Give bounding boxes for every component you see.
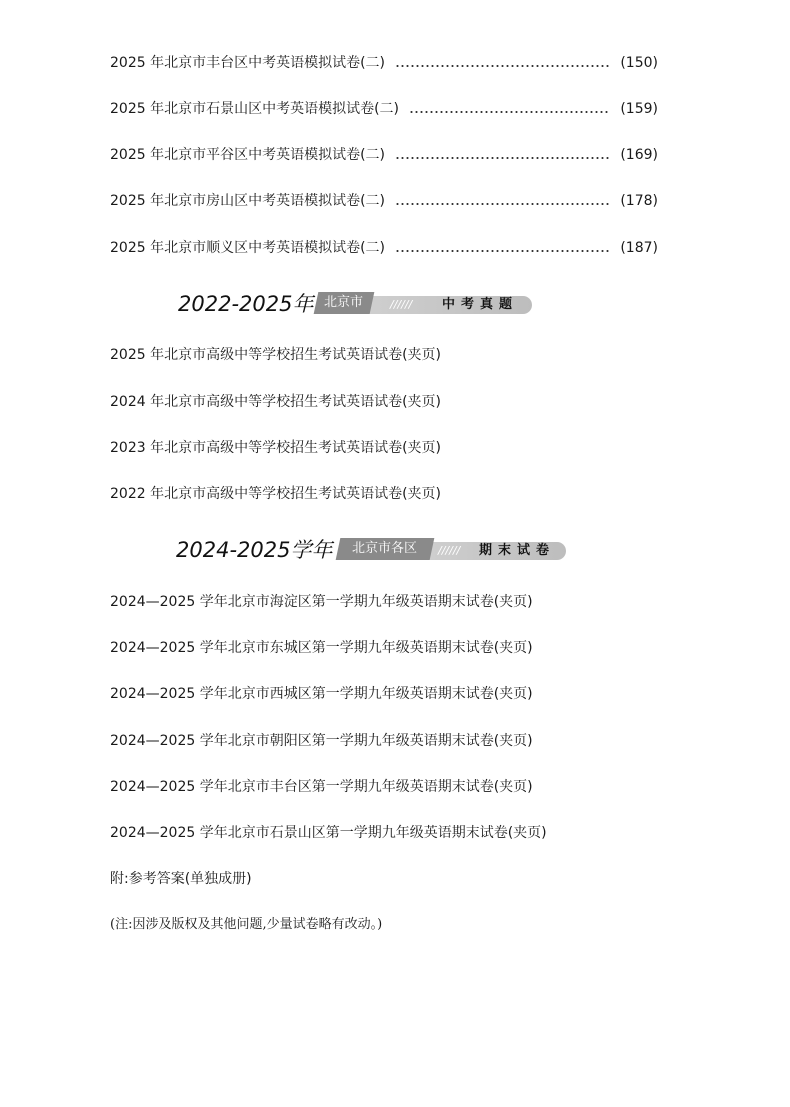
toc-entry[interactable] [110, 54, 658, 72]
list-item[interactable]: 2023 年北京市高级中等学校招生考试英语试卷(夹页) [110, 440, 442, 456]
section-slashes: ////// [390, 298, 413, 311]
toc-entry-title: 2025 年北京市平谷区中考英语模拟试卷(二) [110, 147, 386, 163]
section-tag: 北京市各区 [336, 538, 435, 560]
toc-entry[interactable] [110, 146, 658, 164]
section-header-exam [178, 291, 538, 317]
dot-leader [395, 203, 610, 205]
dot-leader [395, 250, 610, 252]
toc-entry-title: 2025 年北京市石景山区中考英语模拟试卷(二) [110, 101, 400, 117]
toc-page-number: (178) [620, 193, 658, 209]
appendix-line: 附:参考答案(单独成册) [110, 871, 252, 887]
toc-entry-title: 2025 年北京市顺义区中考英语模拟试卷(二) [110, 240, 386, 256]
dot-leader [395, 65, 610, 67]
toc-entry-title: 2025 年北京市丰台区中考英语模拟试卷(二) [110, 55, 386, 71]
dot-leader [395, 157, 610, 159]
toc-page-number: (169) [620, 147, 658, 163]
section-year: 2024-2025学年 [176, 538, 333, 562]
section-year: 2022-2025年 [178, 292, 314, 316]
list-item[interactable]: 2025 年北京市高级中等学校招生考试英语试卷(夹页) [110, 347, 442, 363]
section-label: 中考真题 [442, 297, 519, 312]
list-item[interactable]: 2024—2025 学年北京市石景山区第一学期九年级英语期末试卷(夹页) [110, 825, 547, 841]
toc-entry[interactable] [110, 239, 658, 257]
list-item[interactable]: 2024—2025 学年北京市朝阳区第一学期九年级英语期末试卷(夹页) [110, 733, 533, 749]
toc-page-number: (150) [620, 55, 658, 71]
list-item[interactable]: 2024—2025 学年北京市丰台区第一学期九年级英语期末试卷(夹页) [110, 779, 533, 795]
list-item[interactable]: 2024—2025 学年北京市西城区第一学期九年级英语期末试卷(夹页) [110, 686, 533, 702]
section-label: 期末试卷 [479, 543, 556, 558]
list-item[interactable]: 2024—2025 学年北京市海淀区第一学期九年级英语期末试卷(夹页) [110, 594, 533, 610]
footnote: (注:因涉及版权及其他问题,少量试卷略有改动。) [110, 917, 383, 932]
section-tag: 北京市 [314, 292, 375, 314]
toc-entry[interactable] [110, 100, 658, 118]
toc-entry[interactable] [110, 192, 658, 210]
toc-page-number: (159) [620, 101, 658, 117]
dot-leader [409, 111, 610, 113]
section-slashes: ////// [438, 544, 461, 557]
toc-page-number: (187) [620, 240, 658, 256]
toc-entry-title: 2025 年北京市房山区中考英语模拟试卷(二) [110, 193, 386, 209]
list-item[interactable]: 2024 年北京市高级中等学校招生考试英语试卷(夹页) [110, 394, 442, 410]
list-item[interactable]: 2022 年北京市高级中等学校招生考试英语试卷(夹页) [110, 486, 442, 502]
section-header-final [176, 537, 571, 563]
list-item[interactable]: 2024—2025 学年北京市东城区第一学期九年级英语期末试卷(夹页) [110, 640, 533, 656]
